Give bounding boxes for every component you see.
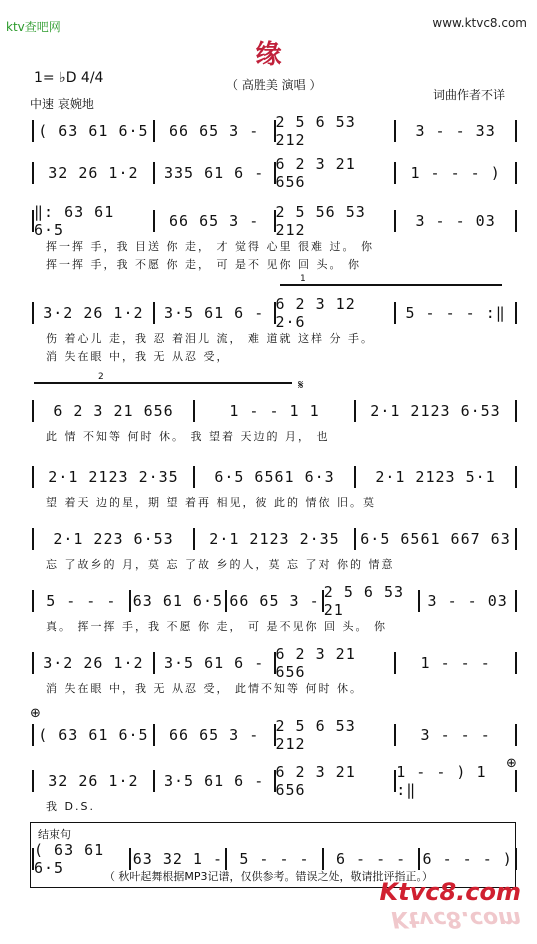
- notes-line: [32, 645, 517, 681]
- measure: 2 5 56 53 212: [275, 203, 366, 239]
- notes-line: [32, 398, 517, 424]
- tempo-marking: 中速 哀婉地: [30, 97, 94, 111]
- composer-credit: 词曲作者不详: [432, 88, 505, 102]
- notes-line: [32, 113, 517, 149]
- volta-bracket-2: [34, 382, 292, 384]
- measure: ( 63 61 6·5: [38, 122, 149, 140]
- measure: 2 5 6 53 212: [275, 717, 356, 753]
- measure: 2 5 6 53 212: [275, 113, 356, 149]
- measure: 2·1 223 6·53: [53, 530, 174, 548]
- measure: 32 26 1·2: [48, 164, 139, 182]
- measure: 1 - - -: [420, 654, 491, 672]
- barline: [515, 770, 517, 792]
- measure: 63 61 6·5: [132, 592, 224, 610]
- barline: [515, 302, 517, 324]
- measure: 2·1 2123 2·35: [209, 530, 340, 548]
- site-name-left[interactable]: ktv查吧网: [6, 20, 61, 34]
- site-url-right[interactable]: www.ktvc8.com: [432, 16, 527, 30]
- measure: 1 - - - ): [410, 164, 501, 182]
- notes-line: [32, 717, 517, 753]
- measure: 66 65 3 -: [168, 726, 260, 744]
- notes-line: [32, 583, 517, 619]
- measure: 335 61 6 -: [163, 164, 265, 182]
- barline: [515, 652, 517, 674]
- measure: 3 - - 03: [415, 212, 496, 230]
- barline: [515, 210, 517, 232]
- measure: 63 32 1 -: [132, 850, 224, 868]
- lyric-line: 望 着天 边的星，期 望 着再 相见，彼 此的 情依 旧。莫: [46, 496, 376, 509]
- measure: 3 - - 03: [427, 592, 508, 610]
- measure: 3 - - 33: [415, 122, 496, 140]
- measure: 6 2 3 21 656: [275, 763, 356, 799]
- measure: ( 63 61 6·5: [34, 841, 105, 877]
- site-logo-reflection: Ktvc8.com: [391, 906, 521, 931]
- lyric-line: 伤 着心儿 走，我 忍 着泪儿 流， 难 道就 这样 分 手。: [46, 332, 374, 345]
- volta-label-2: 2: [98, 372, 104, 382]
- lyric-line: 消 失在眼 中，我 无 从忍 受，: [46, 350, 230, 363]
- barline: [515, 466, 517, 488]
- coda-icon-end: ⊕: [506, 756, 517, 771]
- notes-line: [32, 526, 517, 552]
- measure: 6 2 3 12 2·6: [275, 295, 356, 331]
- measure: ( 63 61 6·5: [38, 726, 149, 744]
- measure: 3·5 61 6 -: [163, 654, 265, 672]
- barline: [515, 120, 517, 142]
- site-logo[interactable]: Ktvc8.com: [379, 878, 521, 906]
- measure: 66 65 3 -: [229, 592, 320, 610]
- barline: [515, 162, 517, 184]
- lyric-line: 我 D.S.: [46, 800, 95, 813]
- measure: 5 - - - :‖: [405, 304, 506, 322]
- lyric-line: 忘 了故乡的 月，莫 忘 了故 乡的人，莫 忘 了对 你的 情意: [46, 558, 395, 571]
- barline: [515, 724, 517, 746]
- lyric-line: 挥一挥 手，我 目送 你 走， 才 觉得 心里 很难 过。 你: [46, 240, 374, 253]
- volta-label-1: 1: [300, 274, 306, 284]
- measure: 6 - - -: [335, 850, 407, 868]
- measure: 2 5 6 53 21: [323, 583, 405, 619]
- barline: [515, 590, 517, 612]
- measure: 1 - - ) 1 :‖: [396, 763, 487, 799]
- measure: 5 - - -: [239, 850, 310, 868]
- barline: [515, 528, 517, 550]
- lyric-line: 此 情 不知等 何时 休。 我 望着 天边的 月， 也: [46, 430, 330, 443]
- measure: 2·1 2123 6·53: [370, 402, 501, 420]
- notes-line: [32, 464, 517, 490]
- lyric-line: 真。 挥一挥 手，我 不愿 你 走， 可 是不见你 回 头。 你: [46, 620, 387, 633]
- volta-bracket-1: [280, 284, 502, 286]
- measure: 5 - - -: [46, 592, 117, 610]
- measure: 32 26 1·2: [48, 772, 139, 790]
- lyric-line: 消 失在眼 中，我 无 从忍 受， 此情不知等 何时 休。: [46, 682, 363, 695]
- measure: 6 - - - ): [422, 850, 513, 868]
- notes-line: [32, 203, 517, 239]
- notes-line: [32, 763, 517, 799]
- measure: 3·5 61 6 -: [163, 304, 265, 322]
- key-signature: 1= ♭D 4/4: [34, 70, 104, 86]
- measure: 6·5 6561 667 63: [360, 530, 511, 548]
- measure: 3·2 26 1·2: [43, 304, 144, 322]
- measure: 1 - - 1 1: [229, 402, 320, 420]
- measure: 6·5 6561 6·3: [214, 468, 335, 486]
- barline: [515, 400, 517, 422]
- footer-note: （ 秋叶起舞根据MP3记谱，仅供参考。错误之处，敬请批评指正。）: [103, 870, 434, 883]
- segno-icon: 𝄋: [298, 378, 304, 393]
- measure: 6 2 3 21 656: [275, 155, 356, 191]
- measure: 3·2 26 1·2: [43, 654, 144, 672]
- measure: 2·1 2123 5·1: [375, 468, 496, 486]
- ending-label: 结束句: [38, 828, 71, 841]
- measure: 3 - - -: [420, 726, 491, 744]
- song-title: 缘: [255, 40, 282, 70]
- measure: 6 2 3 21 656: [275, 645, 356, 681]
- measure: 6 2 3 21 656: [53, 402, 174, 420]
- singer-credit: （ 高胜美 演唱 ）: [226, 78, 322, 92]
- measure: 2·1 2123 2·35: [48, 468, 179, 486]
- lyric-line: 挥一挥 手，我 不愿 你 走， 可 是不 见你 回 头。 你: [46, 258, 361, 271]
- notes-line: [32, 155, 517, 191]
- measure: ‖: 63 61 6·5: [34, 203, 115, 239]
- measure: 3·5 61 6 -: [163, 772, 265, 790]
- notes-line: [32, 295, 517, 331]
- coda-icon: ⊕: [30, 706, 41, 721]
- measure: 66 65 3 -: [168, 122, 260, 140]
- measure: 66 65 3 -: [168, 212, 260, 230]
